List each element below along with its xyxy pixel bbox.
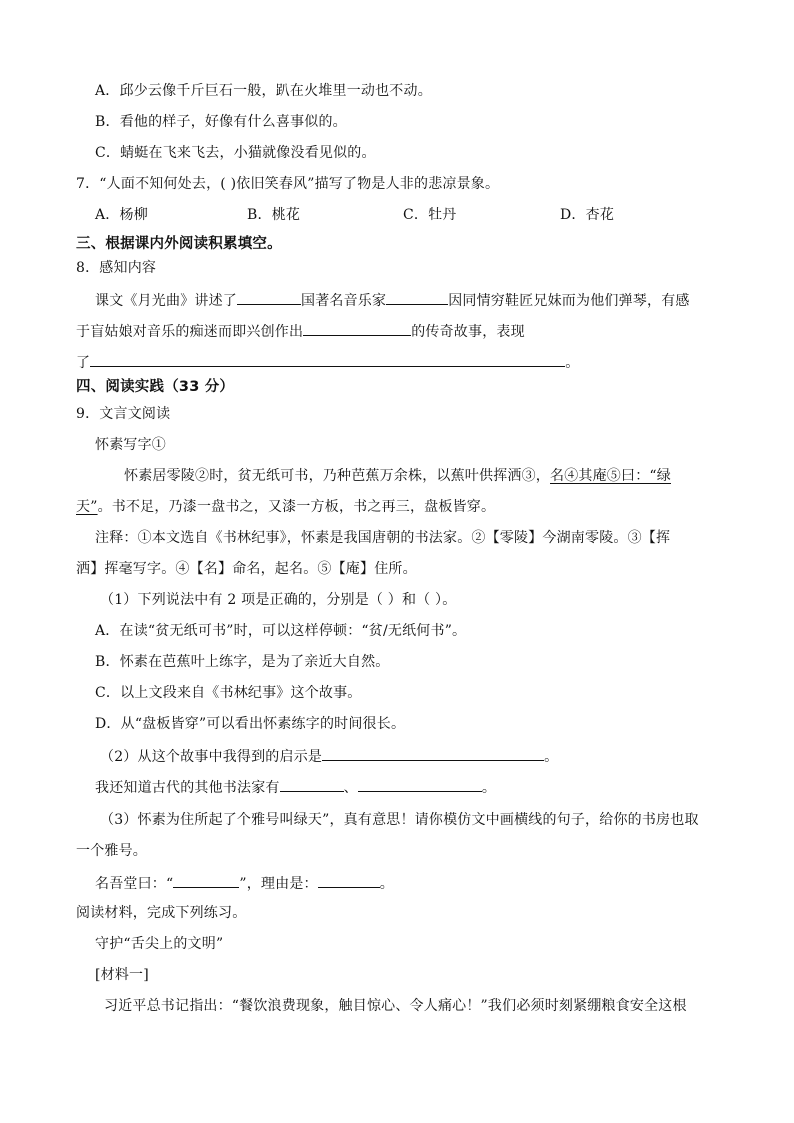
material-1-text: 习近平总书记指出：“餐饮浪费现象，触目惊心、令人痛心！”我们必须时刻紧绷粮食安全这根 bbox=[104, 998, 687, 1014]
subquestion-1-option-c: C．以上文段来自《书林纪事》这个故事。 bbox=[95, 685, 362, 701]
passage-line-1 bbox=[124, 466, 671, 486]
q8-text: 国著名音乐家 bbox=[301, 293, 387, 309]
answer-blank[interactable] bbox=[322, 745, 544, 761]
q7-option-c: C．牡丹 bbox=[403, 207, 457, 223]
answer-blank[interactable] bbox=[303, 320, 411, 336]
subquestion-1: （1）下列说法中有 2 项是正确的，分别是（ ）和（ ）。 bbox=[100, 592, 457, 608]
subquestion-3: （3）怀素为住所起了个雅号叫绿天”，真有意思！请你模仿文中画横线的句子，给你的书房也取 bbox=[100, 812, 699, 828]
q8-line-3 bbox=[76, 351, 579, 373]
passage-text: 。书不足，乃漆一盘书之，又漆一方板，书之再三，盘板皆穿。 bbox=[97, 499, 496, 515]
subquestion-1-option-d: D．从“盘板皆穿”可以看出怀素练字的时间很长。 bbox=[95, 716, 406, 732]
answer-blank[interactable] bbox=[173, 872, 239, 888]
answer-blank[interactable] bbox=[237, 289, 301, 305]
q7-option-d: D．杏花 bbox=[560, 207, 615, 223]
subquestion-1-option-b: B．怀素在芭蕉叶上练字，是为了亲近大自然。 bbox=[95, 654, 390, 670]
q8-label: 8．感知内容 bbox=[76, 260, 157, 276]
subquestion-3-cont: 一个雅号。 bbox=[76, 843, 147, 859]
q8-text: 课文《月光曲》讲述了 bbox=[95, 293, 237, 309]
q6-option-b: B．看他的样子，好像有什么喜事似的。 bbox=[95, 114, 347, 130]
q7-option-a: A．杨柳 bbox=[95, 207, 148, 223]
subquestion-text: 。 bbox=[544, 749, 559, 765]
subquestion-text: 。 bbox=[379, 876, 394, 892]
subquestion-text: ”，理由是： bbox=[239, 876, 318, 892]
subquestion-text: 我还知道古代的其他书法家有 bbox=[95, 780, 280, 796]
reading-intro: 阅读材料，完成下列练习。 bbox=[76, 905, 247, 921]
q9-label: 9．文言文阅读 bbox=[76, 406, 171, 422]
subquestion-2-calligraphers bbox=[95, 776, 496, 798]
subquestion-text: （2）从这个故事中我得到的启示是 bbox=[100, 749, 323, 765]
q8-text: 了 bbox=[76, 355, 91, 371]
subquestion-text: 名吾堂曰：“ bbox=[95, 876, 174, 892]
q6-option-c: C．蜻蜓在飞来飞去，小猫就像没看见似的。 bbox=[95, 145, 376, 161]
subquestion-1-option-a: A．在读“贫无纸可书”时，可以这样停顿：“贫/无纸何书”。 bbox=[95, 623, 467, 639]
underlined-sentence: 天” bbox=[76, 499, 98, 515]
q7-stem: 7．“人面不知何处去，( )依旧笑春风”描写了物是人非的悲凉景象。 bbox=[76, 176, 500, 192]
q6-option-a: A．邱少云像千斤巨石一般，趴在火堆里一动也不动。 bbox=[95, 83, 432, 99]
reading-title: 守护“舌尖上的文明” bbox=[95, 936, 224, 952]
subquestion-text: 。 bbox=[481, 780, 497, 796]
section-4-heading: 四、阅读实践（33 分） bbox=[76, 379, 235, 395]
passage-line-2 bbox=[76, 497, 495, 517]
subquestion-2 bbox=[100, 745, 558, 767]
answer-blank[interactable] bbox=[386, 289, 448, 305]
answer-blank[interactable] bbox=[318, 872, 380, 888]
q7-option-b: B．桃花 bbox=[247, 207, 301, 223]
q8-text: 的传奇故事，表现 bbox=[411, 324, 525, 340]
material-1-label: [材料一] bbox=[95, 967, 149, 983]
q8-text: 。 bbox=[565, 355, 580, 371]
q8-line-1 bbox=[95, 289, 690, 311]
q8-line-2 bbox=[76, 320, 525, 342]
q8-text: 于盲姑娘对音乐的痴迷而即兴创作出 bbox=[76, 324, 304, 340]
answer-blank[interactable] bbox=[90, 351, 565, 367]
q8-text: 因同情穷鞋匠兄妹而为他们弹琴，有感 bbox=[448, 293, 690, 309]
notes-line-2: 洒】挥毫写字。④【名】命名，起名。⑤【庵】住所。 bbox=[76, 561, 417, 577]
answer-blank[interactable] bbox=[280, 776, 344, 792]
notes-line-1: 注释：①本文选自《书林纪事》，怀素是我国唐朝的书法家。②【零陵】今湖南零陵。③【挥 bbox=[95, 530, 671, 546]
answer-blank[interactable] bbox=[358, 776, 482, 792]
underlined-sentence: 名④其庵⑤曰：“绿 bbox=[550, 468, 671, 484]
section-3-heading: 三、根据课内外阅读积累填空。 bbox=[76, 236, 282, 252]
passage-text: 怀素居零陵②时，贫无纸可书，乃种芭蕉万余株，以蕉叶供挥洒③， bbox=[124, 468, 550, 484]
subquestion-3-answer bbox=[95, 872, 394, 894]
subquestion-text: 、 bbox=[343, 780, 358, 796]
passage-title: 怀素写字① bbox=[95, 437, 166, 453]
